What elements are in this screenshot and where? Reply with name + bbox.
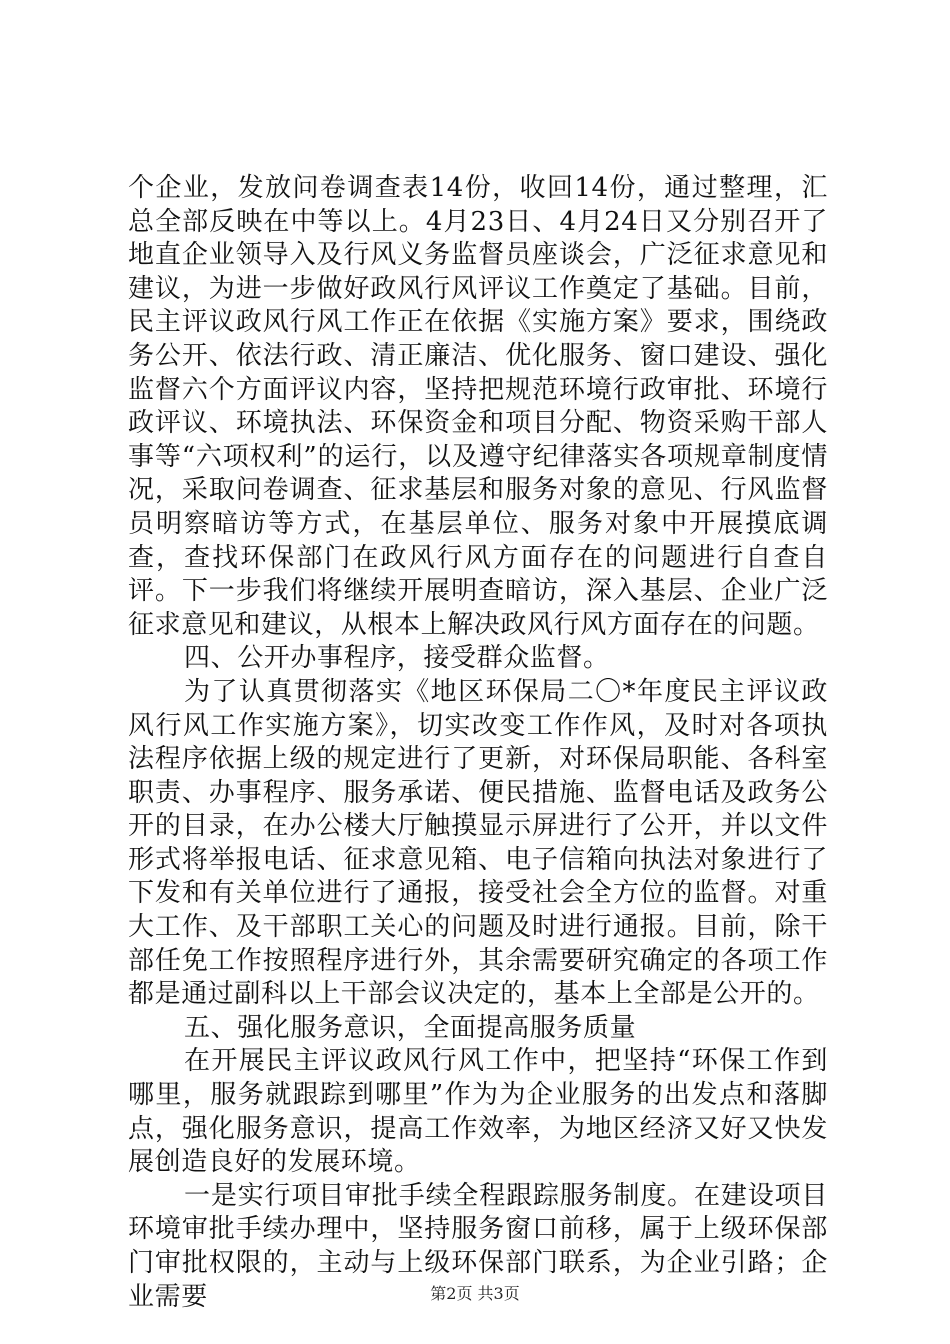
body-paragraph: 在开展民主评议政风行风工作中，把坚持“环保工作到哪里，服务就跟踪到哪里”作为为企业服务的出发点和落脚点，强化服务意识，提高工作效率，为地区经济又好又快发展创造良好的发展环境。	[128, 1046, 828, 1178]
page-number-footer: 第2页 共3页	[430, 1284, 520, 1303]
body-paragraph: 个企业，发放问卷调查表14份，收回14份，通过整理，汇总全部反映在中等以上。4月23日、4月24日又分别召开了地直企业领导入及行风义务监督员座谈会，广泛征求意见和建议，为进一步做好政风行风评议工作奠定了基础。目前，民主评议政风行风工作正在依据《实施方案》要求，围绕政务公开、依法行政、清正廉洁、优化服务、窗口建设、强化监督六个方面评议内容，坚持把规范环境行政审批、环境行政评议、环境执法、环保资金和项目分配、物资采购干部人事等“六项权利”的运行，以及遵守纪律落实各项规章制度情况，采取问卷调查、征求基层和服务对象的意见、行风监督员明察暗访等方式，在基层单位、服务对象中开展摸底调查，查找环保部门在政风行风方面存在的问题进行自查自评。下一步我们将继续开展明查暗访，深入基层、企业广泛征求意见和建议，从根本上解决政风行风方面存在的问题。	[128, 173, 828, 640]
document-body	[128, 172, 828, 1314]
section-heading: 五、强化服务意识，全面提高服务质量	[184, 1012, 637, 1043]
section-heading: 四、公开办事程序，接受群众监督。	[184, 643, 610, 674]
body-paragraph: 为了认真贯彻落实《地区环保局二〇*年度民主评议政风行风工作实施方案》，切实改变工作作风，及时对各项执法程序依据上级的规定进行了更新，对环保局职能、各科室职责、办事程序、服务承诺、便民措施、监督电话及政务公开的目录，在办公楼大厅触摸显示屏进行了公开，并以文件形式将举报电话、征求意见箱、电子信箱向执法对象进行了下发和有关单位进行了通报，接受社会全方位的监督。对重大工作、及干部职工关心的问题及时进行通报。目前，除干部任免工作按照程序进行外，其余需要研究确定的各项工作都是通过副科以上干部会议决定的，基本上全部是公开的。	[128, 676, 828, 1010]
body-paragraph: 一是实行项目审批手续全程跟踪服务制度。在建设项目环境审批手续办理中，坚持服务窗口前移，属于上级环保部门审批权限的，主动与上级环保部门联系，为企业引路；企业需要	[128, 1180, 828, 1312]
